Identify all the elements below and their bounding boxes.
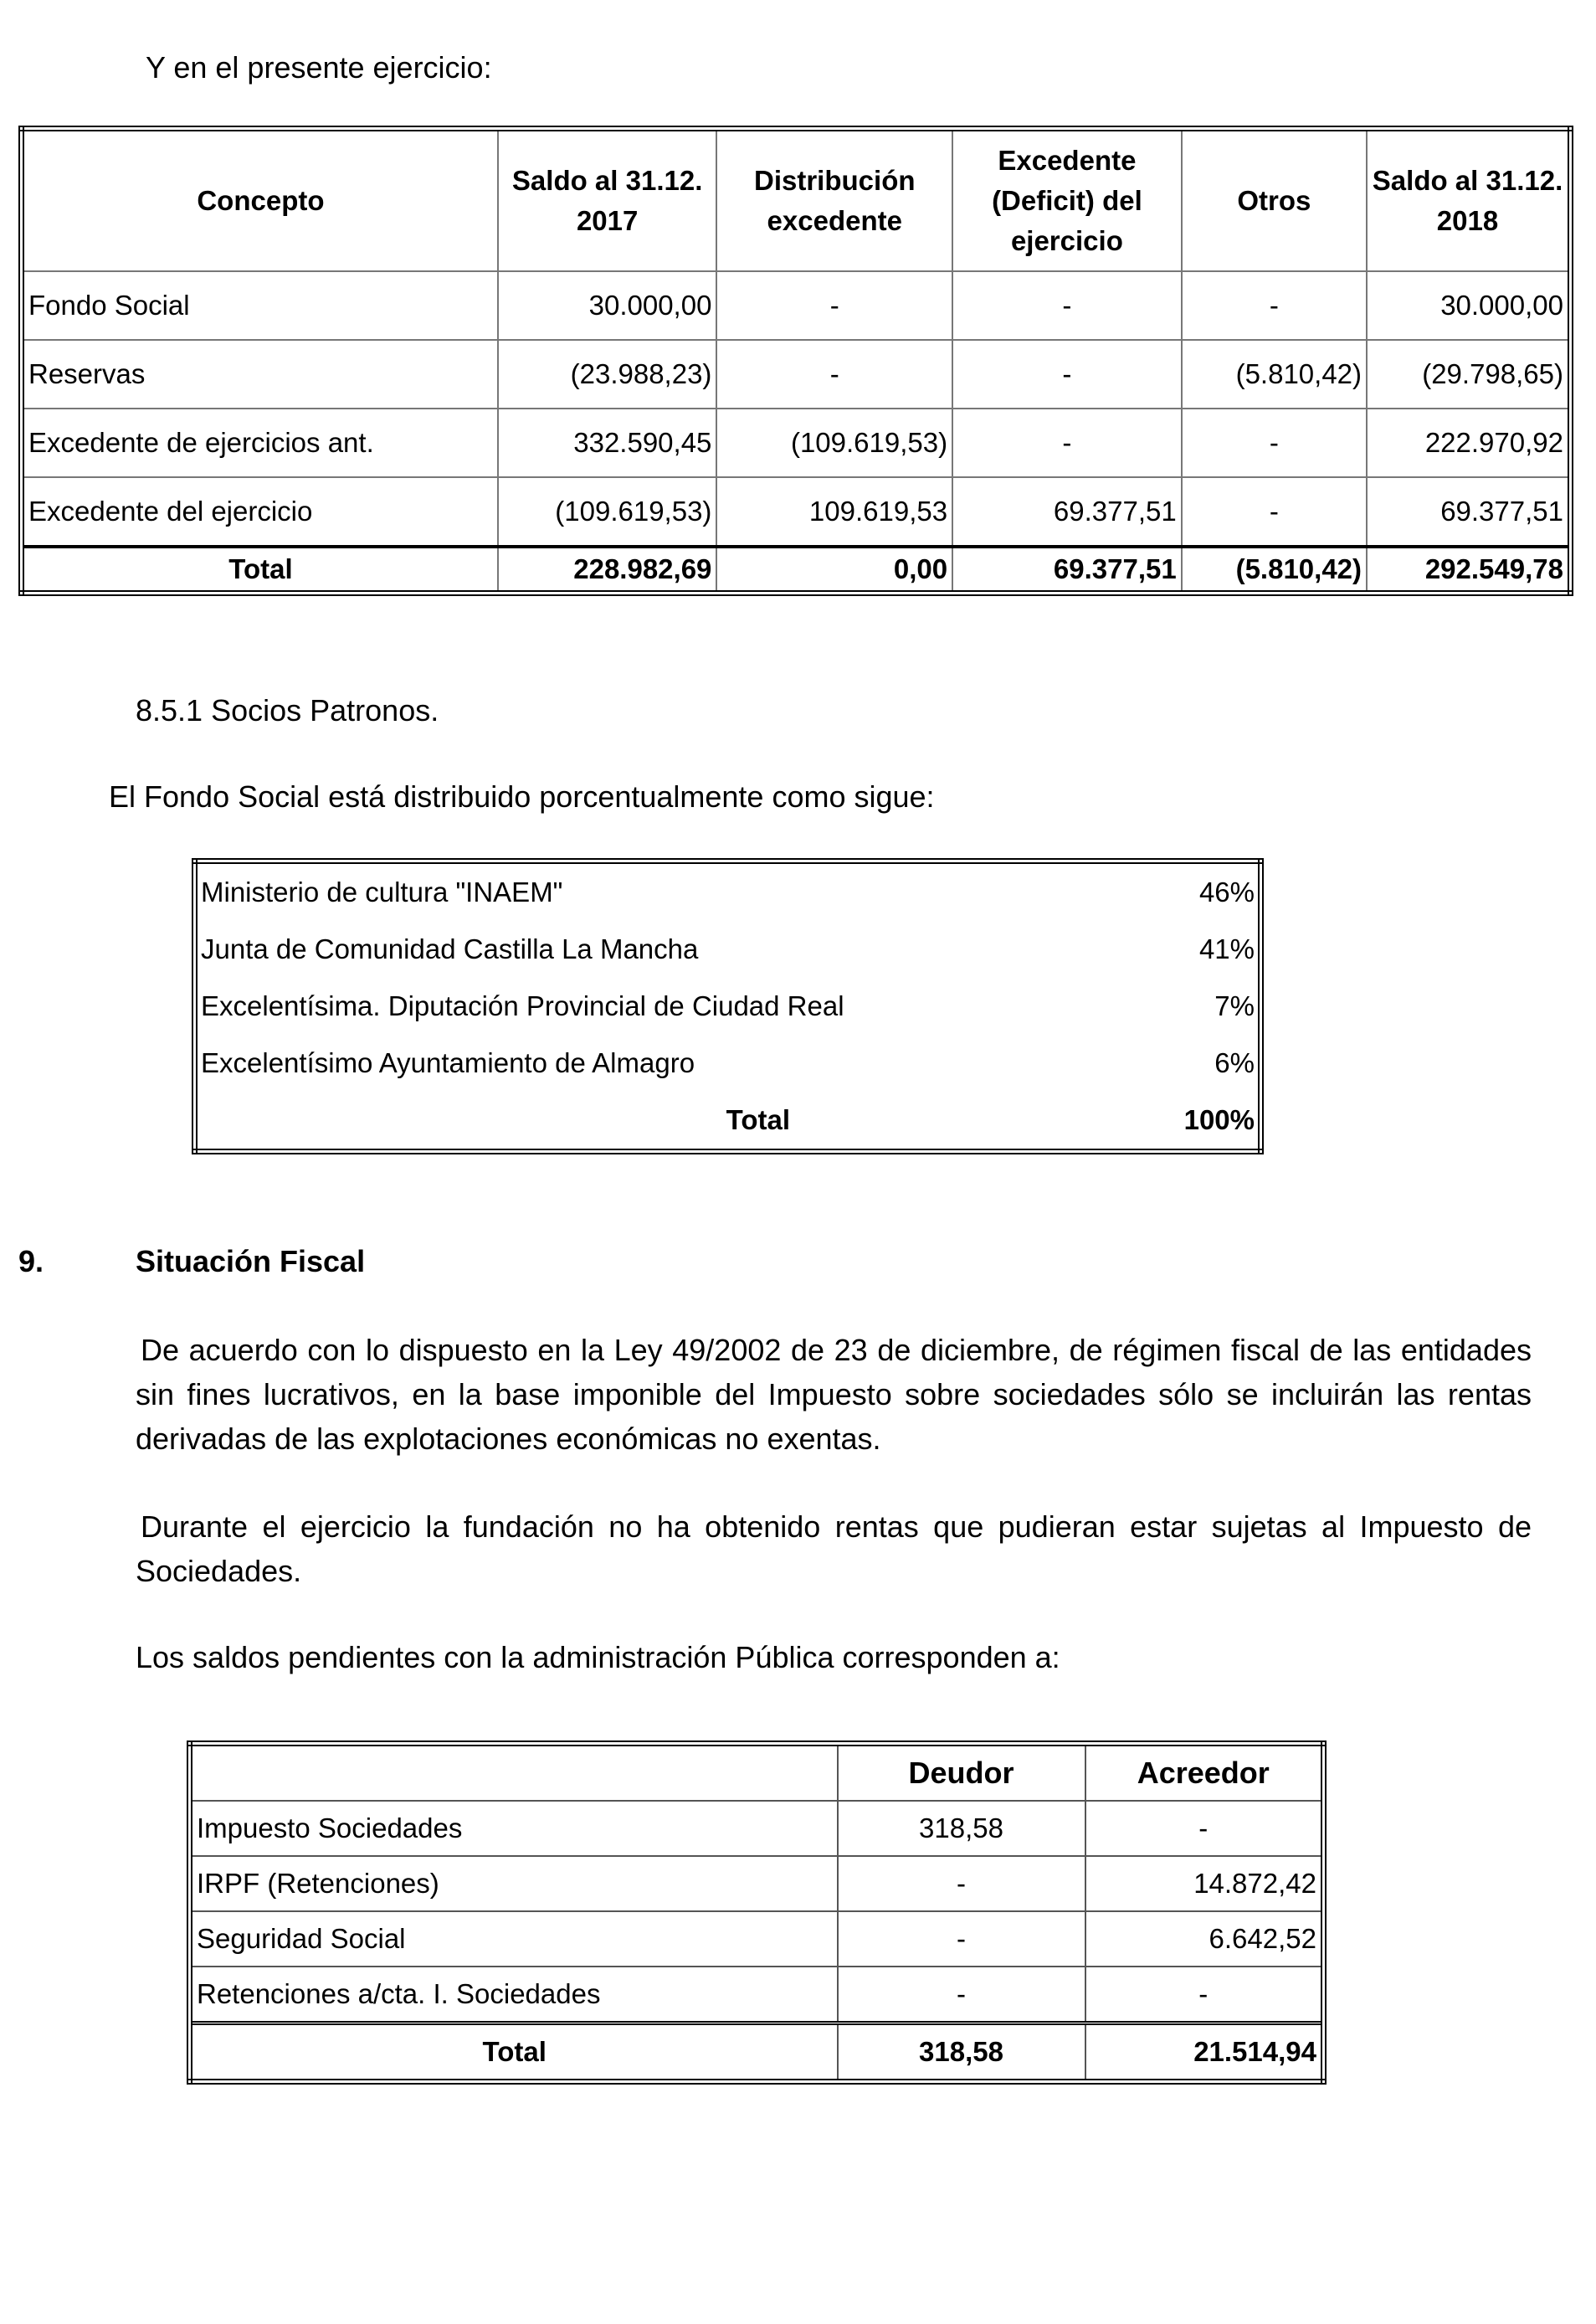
total-value: 228.982,69 — [498, 547, 717, 594]
row-label: Retenciones a/cta. I. Sociedades — [190, 1967, 838, 2023]
table-row — [195, 861, 1261, 922]
total-value: 69.377,51 — [952, 547, 1182, 594]
paragraph-text: De acuerdo con lo dispuesto en la Ley 49/2002 de 23 de diciembre, de régimen fiscal de las entidades sin fines lucrativos, en la base imponible del Impuesto sobre sociedades sólo se incluirán las rentas derivadas de las explotaciones económicas no exentas. — [136, 1333, 1532, 1456]
row-label: Excelentísima. Diputación Provincial de Ciudad Real — [201, 990, 844, 1021]
column-header: Saldo al 31.12. 2018 — [1367, 129, 1570, 272]
cell-value: 30.000,00 — [1367, 271, 1570, 340]
cell-value: 69.377,51 — [952, 477, 1182, 547]
cell-value: (29.798,65) — [1367, 340, 1570, 409]
total-value: 21.514,94 — [1085, 2023, 1324, 2082]
cell-value: 41% — [1198, 933, 1255, 964]
table-header-row — [22, 129, 1571, 272]
cell-value: (23.988,23) — [498, 340, 717, 409]
cell-value: 69.377,51 — [1367, 477, 1570, 547]
cell-value: 332.590,45 — [498, 409, 717, 477]
column-header: Distribución excedente — [716, 129, 952, 272]
cell-value: - — [838, 1911, 1085, 1967]
total-label: Total — [190, 2023, 838, 2082]
cell-value: 222.970,92 — [1367, 409, 1570, 477]
total-value: (5.810,42) — [1182, 547, 1367, 594]
column-header: Excedente (Deficit) del ejercicio — [952, 129, 1182, 272]
fondo-social-table — [192, 858, 1264, 1154]
total-value: 100% — [1183, 1104, 1255, 1135]
paragraph-2 — [136, 1504, 1532, 1593]
cell-value: 7% — [1214, 990, 1255, 1021]
row-label: Excelentísimo Ayuntamiento de Almagro — [201, 1047, 695, 1078]
column-header — [190, 1744, 838, 1802]
table-row — [22, 477, 1571, 547]
cell-value: (109.619,53) — [498, 477, 717, 547]
cell-value: 318,58 — [838, 1801, 1085, 1856]
cell-value: - — [1182, 477, 1367, 547]
cell-value: (109.619,53) — [716, 409, 952, 477]
cell-value: - — [716, 271, 952, 340]
equity-movements-table — [18, 126, 1573, 596]
total-row — [195, 1092, 1261, 1152]
total-label: Total — [22, 547, 498, 594]
cell-value: - — [1085, 1801, 1324, 1856]
paragraph-3 — [136, 1635, 1532, 1679]
row-label: Seguridad Social — [190, 1911, 838, 1967]
cell-value: 30.000,00 — [498, 271, 717, 340]
table-row — [195, 1035, 1261, 1092]
fondo-intro-text: El Fondo Social está distribuido porcentualmente como sigue: — [109, 779, 935, 814]
paragraph-text: Durante el ejercicio la fundación no ha obtenido rentas que pudieran estar sujetas al Impuesto de Sociedades. — [136, 1509, 1532, 1588]
total-value: 0,00 — [716, 547, 952, 594]
cell-value: - — [1085, 1967, 1324, 2023]
cell-value: - — [952, 340, 1182, 409]
row-label: IRPF (Retenciones) — [190, 1856, 838, 1911]
total-label: Total — [726, 1104, 790, 1135]
column-header: Deudor — [838, 1744, 1085, 1802]
row-label: Excedente de ejercicios ant. — [22, 409, 498, 477]
row-label: Reservas — [22, 340, 498, 409]
section-heading-8-5-1: 8.5.1 Socios Patronos. — [136, 693, 439, 728]
column-header: Acreedor — [1085, 1744, 1324, 1802]
cell-value: - — [838, 1856, 1085, 1911]
row-label: Impuesto Sociedades — [190, 1801, 838, 1856]
row-label: Junta de Comunidad Castilla La Mancha — [201, 933, 699, 964]
intro-text: Y en el presente ejercicio: — [146, 50, 492, 85]
cell-value: - — [716, 340, 952, 409]
total-row — [190, 2023, 1324, 2082]
section-number: 9. — [18, 1244, 44, 1278]
column-header: Saldo al 31.12. 2017 — [498, 129, 717, 272]
row-label: Ministerio de cultura "INAEM" — [201, 877, 563, 907]
cell-value: - — [1182, 271, 1367, 340]
column-header: Otros — [1182, 129, 1367, 272]
paragraph-text: Los saldos pendientes con la administración Pública corresponden a: — [136, 1640, 1060, 1674]
total-row — [22, 547, 1571, 594]
cell-value: 14.872,42 — [1085, 1856, 1324, 1911]
admin-balances-table — [187, 1740, 1327, 2085]
cell-value: 6% — [1214, 1047, 1255, 1078]
cell-value: (5.810,42) — [1182, 340, 1367, 409]
table-row — [190, 1856, 1324, 1911]
row-label: Excedente del ejercicio — [22, 477, 498, 547]
total-value: 318,58 — [838, 2023, 1085, 2082]
paragraph-1 — [136, 1328, 1532, 1461]
table-row — [22, 409, 1571, 477]
cell-value: 6.642,52 — [1085, 1911, 1324, 1967]
cell-value: - — [838, 1967, 1085, 2023]
cell-value: - — [952, 409, 1182, 477]
cell-value: - — [1182, 409, 1367, 477]
cell-value: - — [952, 271, 1182, 340]
cell-value: 46% — [1198, 877, 1255, 907]
cell-value: 109.619,53 — [716, 477, 952, 547]
table-row — [190, 1967, 1324, 2023]
table-row — [195, 978, 1261, 1035]
table-row — [22, 271, 1571, 340]
section-title: Situación Fiscal — [136, 1244, 366, 1278]
total-value: 292.549,78 — [1367, 547, 1570, 594]
table-row — [190, 1911, 1324, 1967]
table-row — [190, 1801, 1324, 1856]
table-row — [22, 340, 1571, 409]
table-row — [195, 921, 1261, 978]
table-header-row — [190, 1744, 1324, 1802]
row-label: Fondo Social — [22, 271, 498, 340]
column-header: Concepto — [22, 129, 498, 272]
